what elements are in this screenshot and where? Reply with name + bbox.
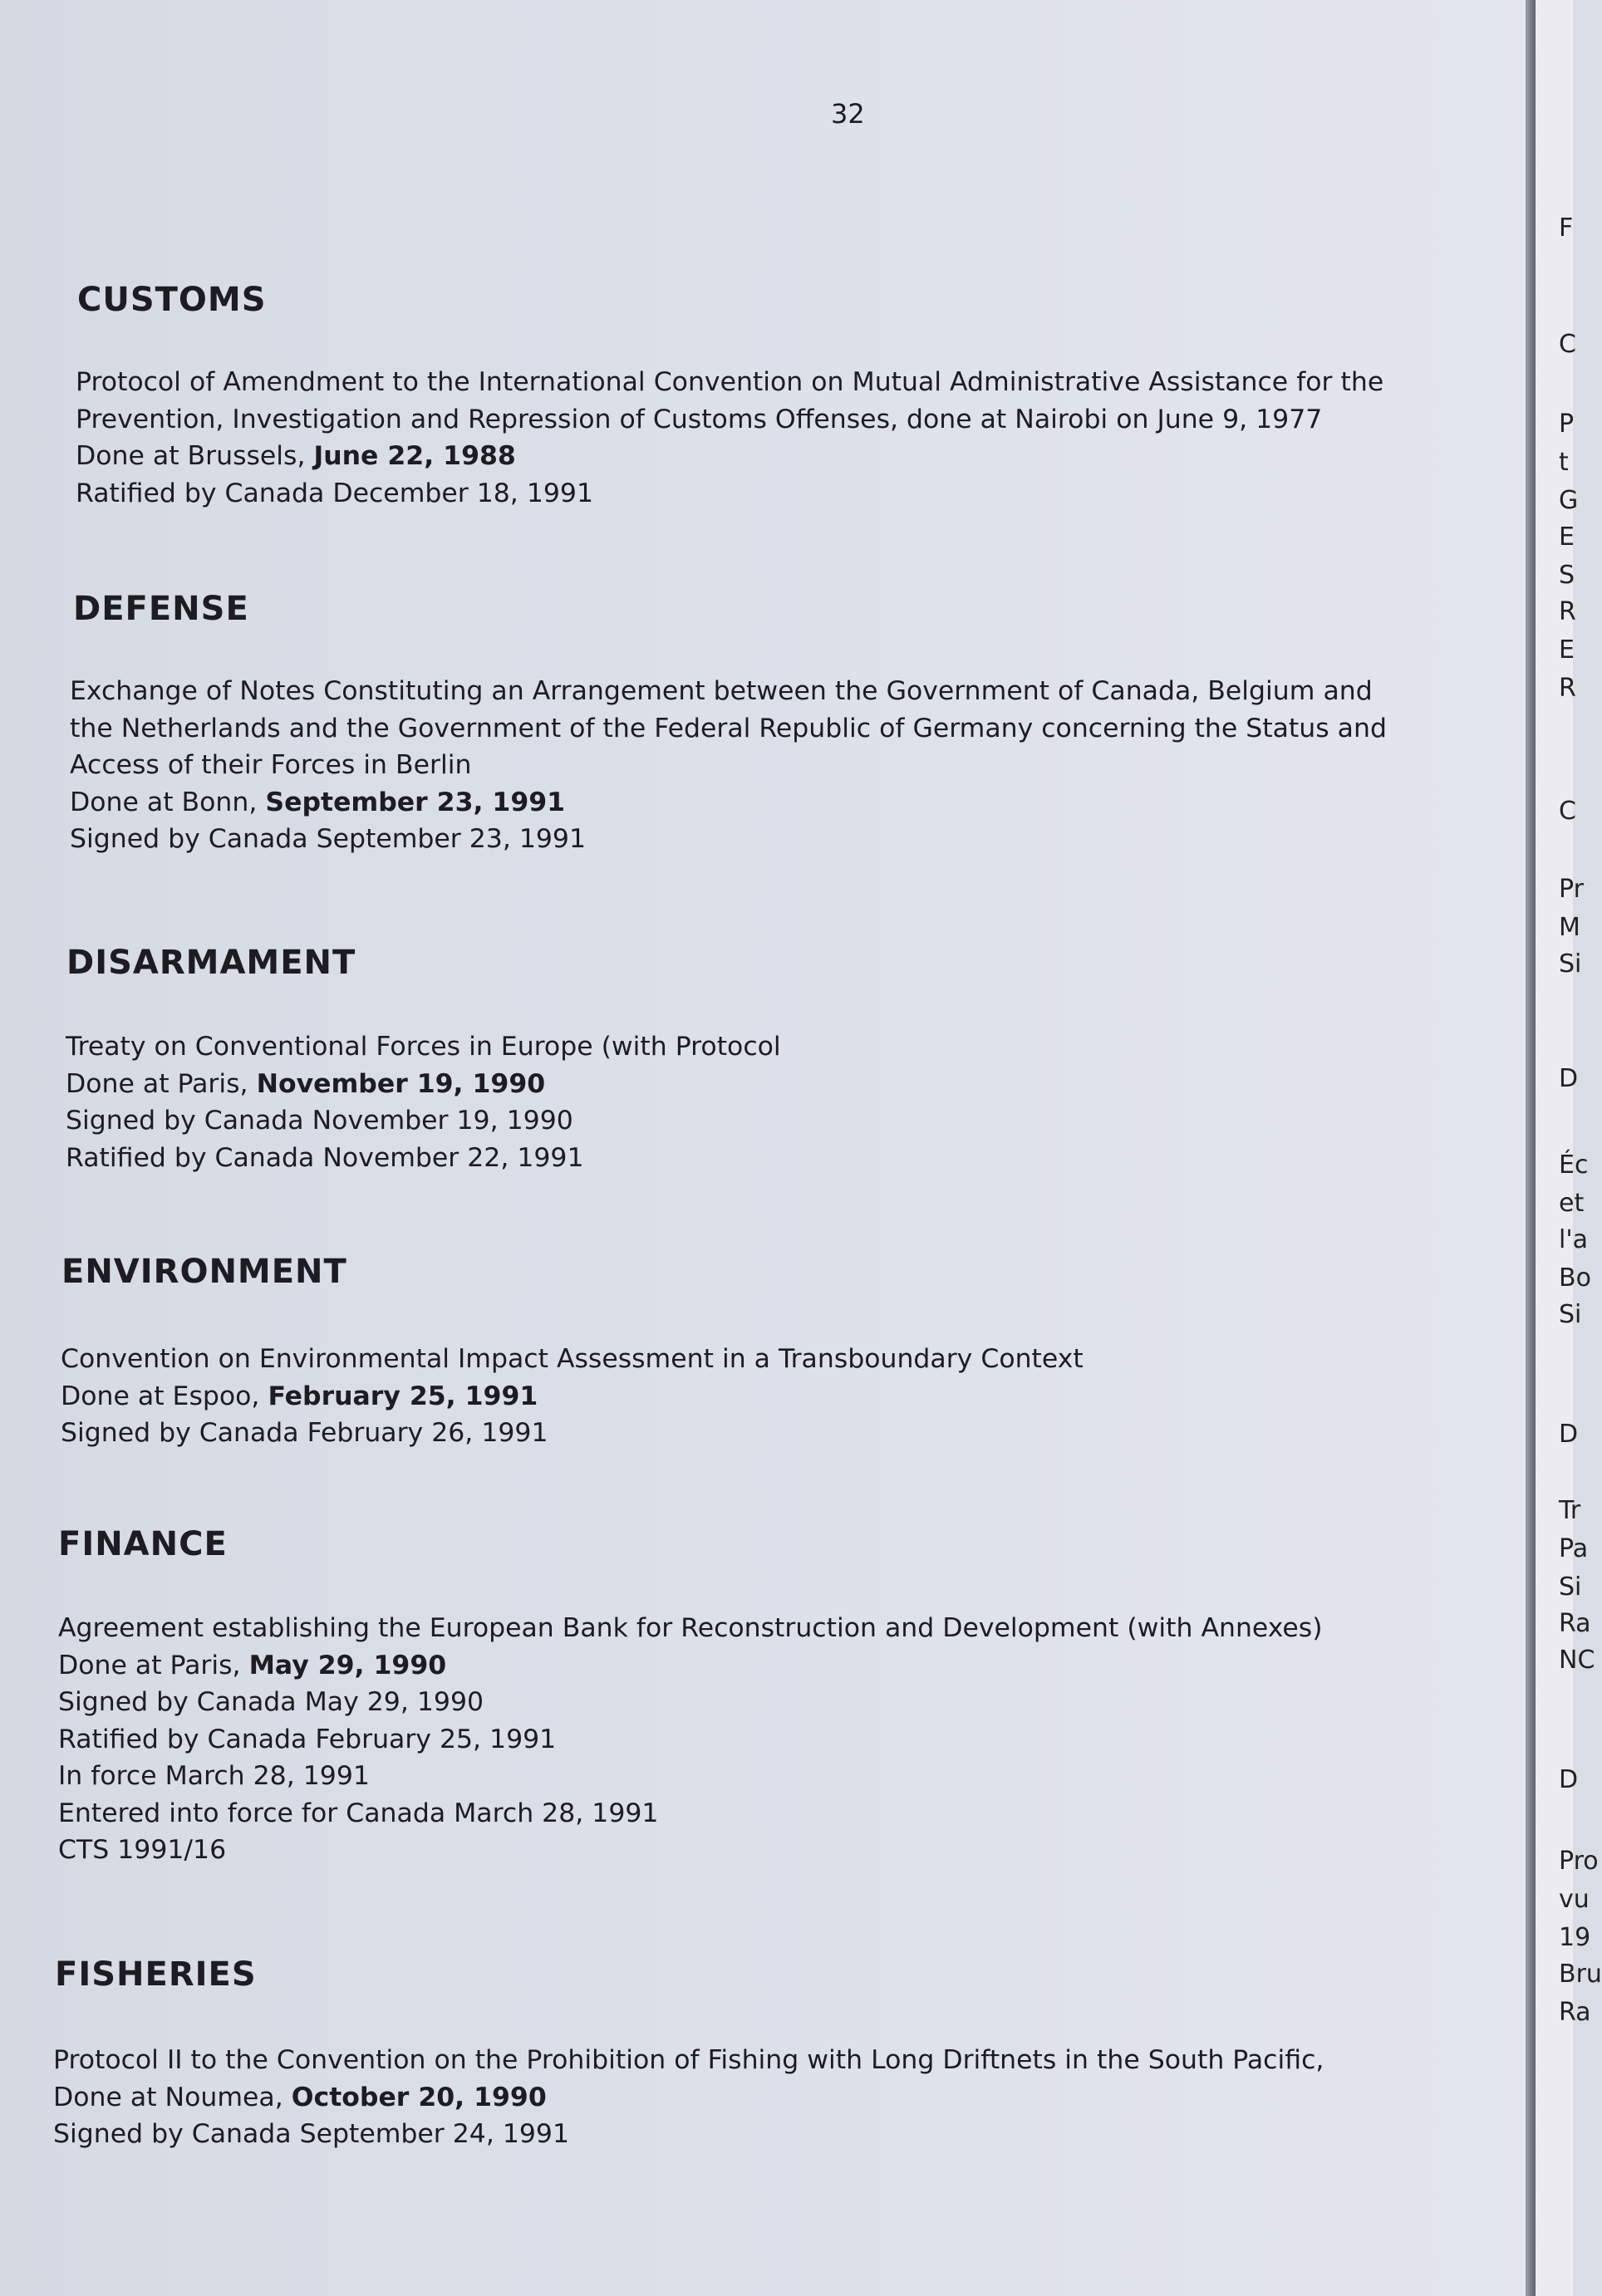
treaty-status-line: Signed by Canada September 24, 1991 — [53, 2119, 570, 2149]
treaty-done-line — [76, 438, 1383, 475]
adjacent-page-fragment: Si — [1559, 949, 1582, 979]
done-prefix: Done at Noumea, — [53, 2082, 283, 2112]
treaty-title-line: Protocol of Amendment to the International Convention on Mutual Administrative Assistance for the — [76, 367, 1384, 397]
adjacent-page-fragment: Bru — [1559, 1960, 1602, 1989]
treaty-status-line: Ratified by Canada November 22, 1991 — [66, 1142, 584, 1173]
treaty-status-line: Ratified by Canada February 25, 1991 — [58, 1724, 557, 1754]
done-prefix: Done at Bonn, — [70, 787, 258, 817]
treaty-done-line — [66, 1066, 781, 1103]
adjacent-page-fragment: vu — [1559, 1885, 1590, 1914]
treaty-status-line: CTS 1991/16 — [58, 1835, 227, 1865]
adjacent-page-fragment: C — [1559, 330, 1576, 359]
treaty-title-line: Treaty on Conventional Forces in Europe (with Protocol — [66, 1032, 781, 1062]
adjacent-page-fragment: F — [1559, 213, 1574, 243]
treaty-status-line: Signed by Canada November 19, 1990 — [66, 1106, 573, 1136]
done-prefix: Done at Brussels, — [76, 441, 306, 471]
section-heading-disarmament: DISARMAMENT — [66, 944, 356, 982]
adjacent-page-fragment: E — [1559, 635, 1575, 665]
adjacent-page-fragment: D — [1559, 1765, 1579, 1794]
adjacent-page-fragment: Pr — [1559, 875, 1584, 904]
treaty-title-line: the Netherlands and the Government of the Federal Republic of Germany concerning the Status and — [70, 713, 1387, 743]
treaty-title-line: Protocol II to the Convention on the Prohibition of Fishing with Long Driftnets in the South Pacific, — [53, 2045, 1324, 2075]
adjacent-page-fragment: Ra — [1559, 1609, 1591, 1638]
adjacent-page-fragment: M — [1559, 913, 1580, 942]
treaty-entry-defense — [70, 673, 1387, 858]
adjacent-page-fragment: G — [1559, 486, 1579, 515]
adjacent-page-fragment: Si — [1559, 1300, 1582, 1329]
adjacent-page-fragment: Bo — [1559, 1263, 1591, 1293]
treaty-done-line — [70, 784, 1387, 822]
done-date: November 19, 1990 — [256, 1068, 546, 1099]
adjacent-page-strip — [1536, 0, 1602, 2296]
treaty-done-line — [61, 1378, 1084, 1415]
adjacent-page-fragment: Pa — [1559, 1534, 1589, 1563]
adjacent-page-fragment: S — [1559, 561, 1575, 590]
adjacent-page-fragment: t — [1559, 448, 1569, 477]
done-prefix: Done at Espoo, — [61, 1381, 260, 1411]
treaty-done-line — [53, 2079, 1324, 2117]
done-date: February 25, 1991 — [268, 1381, 538, 1411]
adjacent-page-fragment: et — [1559, 1189, 1585, 1218]
adjacent-page-fragment: P — [1559, 410, 1575, 439]
treaty-entry-environment — [61, 1341, 1084, 1452]
done-date: October 20, 1990 — [291, 2082, 547, 2112]
done-prefix: Done at Paris, — [66, 1068, 248, 1099]
adjacent-page-fragment: l'a — [1559, 1225, 1588, 1254]
treaty-entry-customs — [76, 364, 1383, 512]
treaty-done-line — [58, 1647, 1323, 1685]
treaty-entry-disarmament — [66, 1028, 781, 1176]
adjacent-page-fragment: E — [1559, 522, 1575, 552]
treaty-entry-fisheries — [53, 2042, 1324, 2153]
adjacent-page-fragment: Éc — [1559, 1150, 1589, 1180]
treaty-title-line: Exchange of Notes Constituting an Arrangement between the Government of Canada, Belgium and — [70, 676, 1373, 706]
treaty-entry-finance — [58, 1610, 1323, 1869]
section-heading-fisheries: FISHERIES — [55, 1955, 257, 1994]
treaty-status-line: Signed by Canada February 26, 1991 — [61, 1418, 548, 1448]
adjacent-page-fragment: R — [1559, 597, 1576, 626]
adjacent-page-fragment: Si — [1559, 1572, 1582, 1602]
adjacent-page-fragment: C — [1559, 797, 1576, 826]
section-heading-customs: CUSTOMS — [77, 281, 267, 319]
page-number: 32 — [831, 98, 865, 130]
adjacent-page-fragment: D — [1559, 1064, 1579, 1093]
done-date: September 23, 1991 — [265, 787, 566, 817]
section-heading-defense: DEFENSE — [73, 590, 249, 628]
treaty-title-line: Agreement establishing the European Bank for Reconstruction and Development (with Annexes) — [58, 1613, 1323, 1643]
treaty-title-line: Convention on Environmental Impact Assessment in a Transboundary Context — [61, 1344, 1084, 1374]
treaty-status-line: Ratified by Canada December 18, 1991 — [76, 478, 593, 508]
adjacent-page-fragment: 19 — [1559, 1923, 1591, 1952]
adjacent-page-fragment: NC — [1559, 1646, 1595, 1675]
section-heading-finance: FINANCE — [58, 1525, 228, 1563]
treaty-status-line: In force March 28, 1991 — [58, 1761, 370, 1791]
done-date: June 22, 1988 — [313, 441, 516, 471]
treaty-status-line: Signed by Canada September 23, 1991 — [70, 824, 587, 854]
adjacent-page-fragment: Pro — [1559, 1847, 1599, 1876]
adjacent-page-fragment: Tr — [1559, 1496, 1581, 1525]
section-heading-environment: ENVIRONMENT — [61, 1253, 347, 1291]
adjacent-page-fragment: Ra — [1559, 1998, 1591, 2027]
treaty-title-line: Prevention, Investigation and Repression of Customs Offenses, done at Nairobi on June 9, 1977 — [76, 404, 1323, 434]
adjacent-page-fragment: D — [1559, 1420, 1579, 1449]
page-edge-shadow — [1526, 0, 1536, 2296]
treaty-status-line: Signed by Canada May 29, 1990 — [58, 1687, 484, 1717]
treaty-status-line: Entered into force for Canada March 28, 1991 — [58, 1798, 659, 1828]
done-date: May 29, 1990 — [248, 1650, 447, 1680]
treaty-title-line: Access of their Forces in Berlin — [70, 750, 472, 780]
done-prefix: Done at Paris, — [58, 1650, 241, 1680]
adjacent-page-fragment: R — [1559, 674, 1576, 703]
